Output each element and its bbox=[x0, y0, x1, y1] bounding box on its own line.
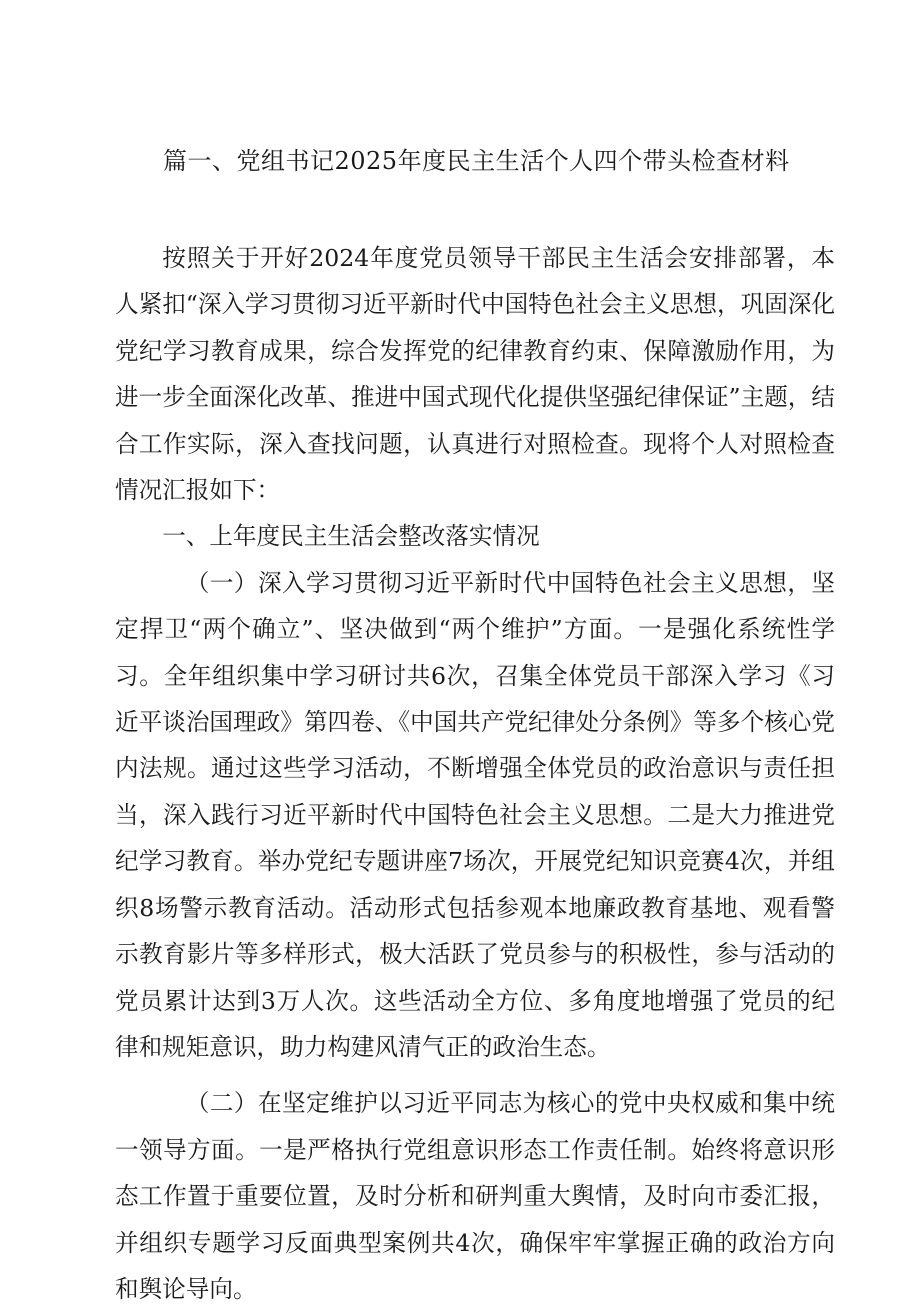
subsection-paragraph-1: （一）深入学习贯彻习近平新时代中国特色社会主义思想，坚定捍卫“两个确立”、坚决做到“两个维护”方面。一是强化系统性学习。全年组织集中学习研讨共6次，召集全体党员干部深入学习《习近平谈治国理政》第四卷、《中国共产党纪律处分条例》等多个核心党内法规。通过这些学习活动，不断增强全体党员的政治意识与责任担当，深入践行习近平新时代中国特色社会主义思想。二是大力推进党纪学习教育。举办党纪专题讲座7场次，开展党纪知识竞赛4次，并组织8场警示教育活动。活动形式包括参观本地廉政教育基地、观看警示教育影片等多样形式，极大活跃了党员参与的积极性，参与活动的党员累计达到3万人次。这些活动全方位、多角度地增强了党员的纪律和规矩意识，助力构建风清气正的政治生态。 bbox=[115, 568, 835, 1061]
subsection-paragraph-2: （二）在坚定维护以习近平同志为核心的党中央权威和集中统一领导方面。一是严格执行党组意识形态工作责任制。始终将意识形态工作置于重要位置，及时分析和研判重大舆情，及时向市委汇报，并组织专题学习反面典型案例共4次，确保牢牢掌握正确的政治方向和舆论导向。 bbox=[115, 1089, 835, 1303]
section-heading-1: 一、上年度民主生活会整改落实情况 bbox=[162, 522, 540, 551]
intro-paragraph: 按照关于开好2024年度党员领导干部民主生活会安排部署，本人紧扣“深入学习贯彻习近平新时代中国特色社会主义思想，巩固深化党纪学习教育成果，综合发挥党的纪律教育约束、保障激励作用，为进一步全面深化改革、推进中国式现代化提供坚强纪律保证”主题，结合工作实际，深入查找问题，认真进行对照检查。现将个人对照检查情况汇报如下： bbox=[115, 244, 835, 505]
document-title: 篇一、党组书记2025年度民主生活个人四个带头检查材料 bbox=[163, 147, 790, 175]
document-body bbox=[115, 235, 835, 1312]
